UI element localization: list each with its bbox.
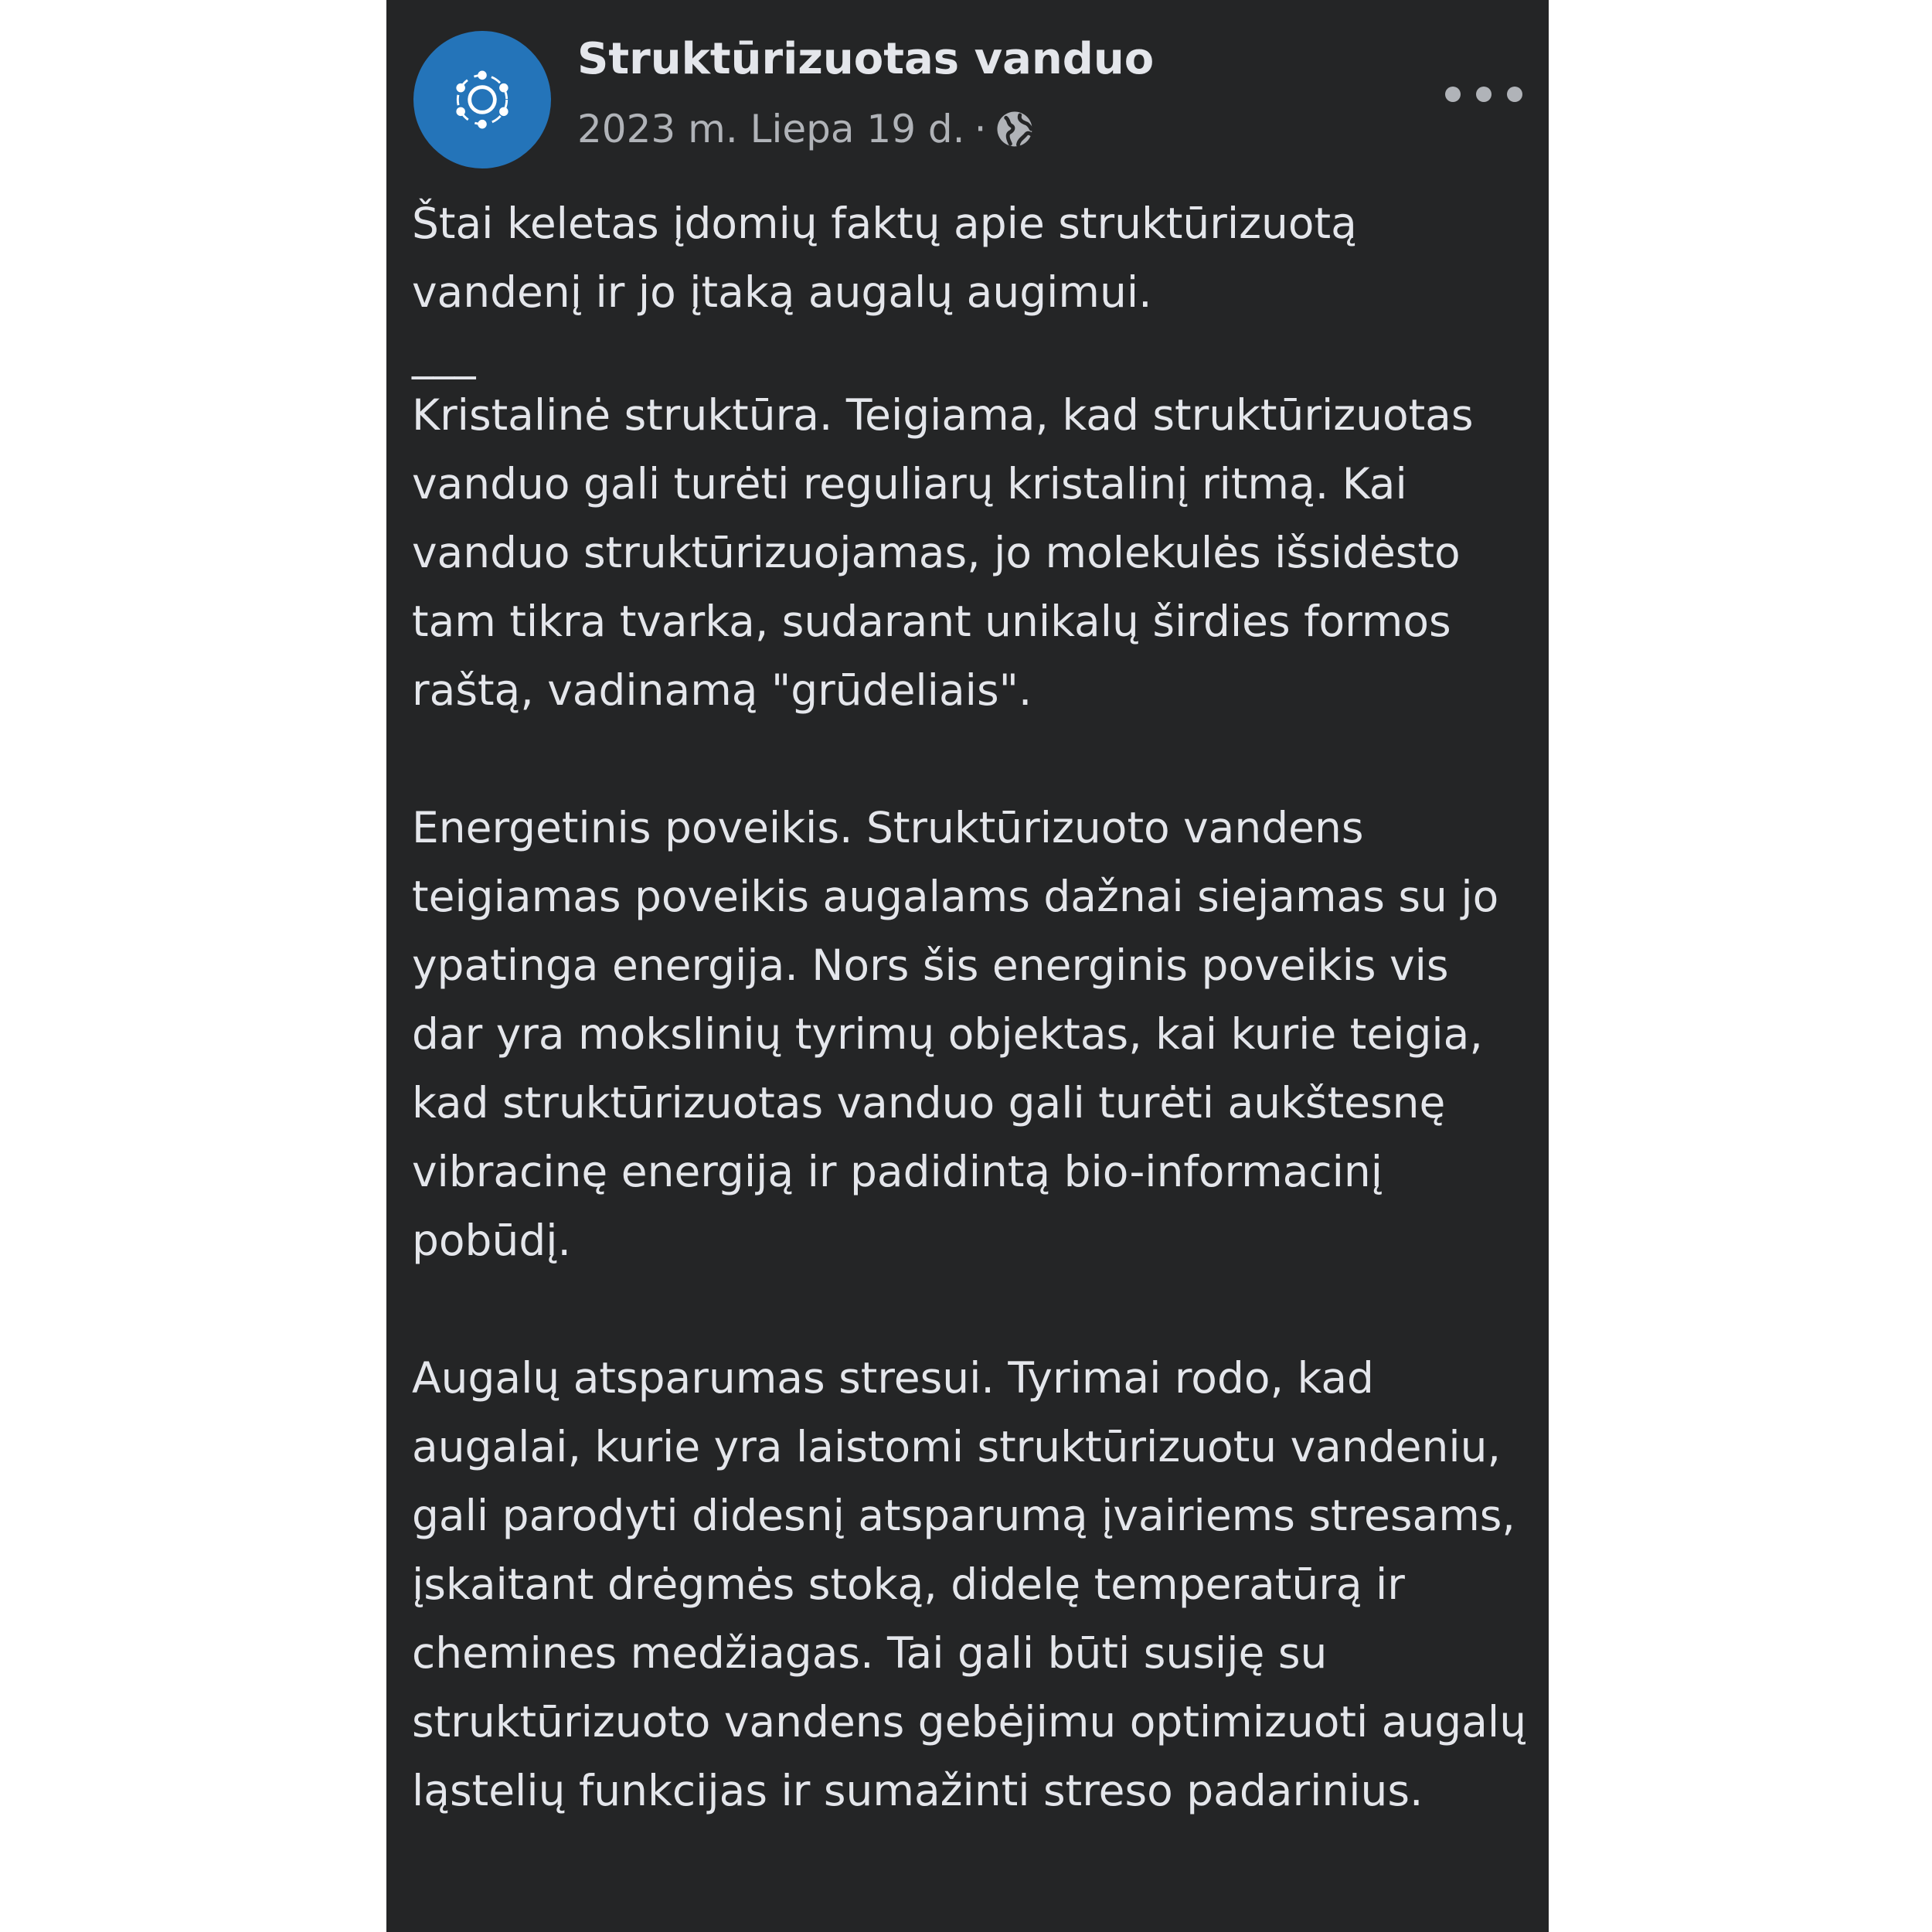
post-card — [386, 0, 1549, 1932]
post-paragraph-crystal: Kristalinė struktūra. Teigiama, kad struktūrizuotas vanduo gali turėti reguliarų kristalinį ritmą. Kai vanduo struktūrizuojamas, jo molekulės išsidėsto tam tikra tvarka, sudarant unikalų širdies formos raštą, vadinamą "grūdeliais". — [412, 390, 1488, 715]
more-options-icon — [1445, 87, 1461, 102]
post-paragraph-intro: Štai keletas įdomių faktų apie struktūrizuotą vandenį ir jo įtaką augalų augimui. — [412, 199, 1371, 317]
post-date-link[interactable]: 2023 m. Liepa 19 d. — [577, 107, 965, 151]
post-text — [412, 189, 1540, 1825]
post-paragraph-energy: Energetinis poveikis. Struktūrizuoto vandens teigiamas poveikis augalams dažnai siejamas su jo ypatinga energija. Nors šis energinis poveikis vis dar yra mokslinių tyrimų objektas, kai kurie teigia, kad struktūrizuotas vanduo gali turėti aukštesnę vibracinę energiją ir padidintą bio-informacinį pobūdį. — [412, 803, 1512, 1265]
page-avatar[interactable] — [413, 31, 551, 168]
post-meta — [577, 107, 1036, 151]
meta-separator: · — [974, 107, 987, 151]
post-paragraph-stress: Augalų atsparumas stresui. Tyrimai rodo, kad augalai, kurie yra laistomi struktūrizuotu vandeniu, gali parodyti didesnį atsparumą įvairiems stresams, įskaitant drėgmės stoką, didelę temperatūrą ir chemines medžiagas. Tai gali būti susiję su struktūrizuoto vandens gebėjimu optimizuoti augalų ląstelių funkcijas ir sumažinti streso padarinius. — [412, 1353, 1540, 1815]
globe-icon[interactable] — [994, 108, 1036, 150]
post-divider: ___ — [412, 330, 476, 379]
more-options-button[interactable] — [1445, 77, 1522, 111]
molecule-logo-icon — [445, 63, 519, 137]
page-name-link[interactable]: Struktūrizuotas vanduo — [577, 34, 1155, 84]
